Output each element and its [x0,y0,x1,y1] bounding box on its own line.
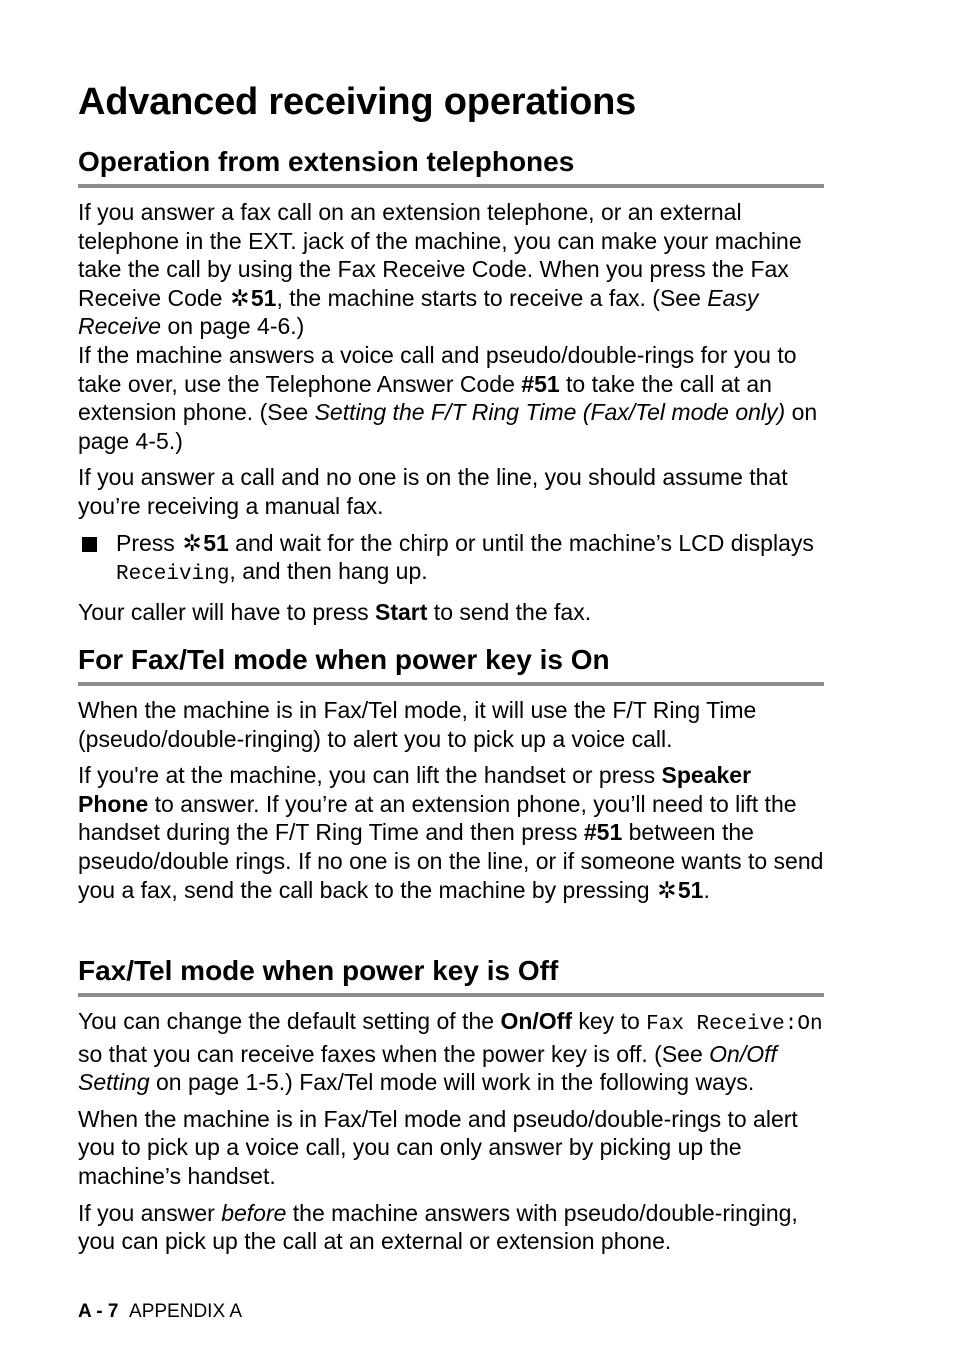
fax-receive-code: 51 [250,284,277,311]
section-heading: Fax/Tel mode when power key is Off [78,953,824,997]
speaker-phone-key: Speaker Phone [78,762,752,817]
start-key: Start [375,598,428,625]
lcd-message: Fax Receive:On [646,1013,823,1036]
paragraph: Your caller will have to press Start to send the fax. [78,598,592,625]
page-footer [78,1300,242,1324]
paragraph: If you answer a call and no one is on the line, you should assume that you’re receiving a manual fax. [78,464,788,519]
cross-reference: Easy Receive [78,284,759,340]
fax-receive-code: 51 [677,876,704,903]
paragraph: If you're at the machine, you can lift the handset or press Speaker Phone to answer. If you’re at an extension phone, you’ll need to lift the handset during the F/T Ring Time and then press #51 between the pseudo/double rings. If no one is on the line, or if someone wants to send you a fax, send the call back to the machine by pressing ✲51. [78,762,824,903]
bullet-item: Press ✲51 and wait for the chirp or until the machine’s LCD displays Receiving, and then hang up. [78,529,824,590]
star-key-icon: ✲ [657,876,677,903]
paragraph: If you answer a fax call on an extension telephone, or an external telephone in the EXT. jack of the machine, you can make your machine take the call by using the Fax Receive Code. When you press the Fax Receive Code ✲51, the machine starts to receive a fax. (See Easy Receive on page 4-6.) [78,199,802,340]
cross-reference: On/Off Setting [78,1040,777,1096]
paragraph: When the machine is in Fax/Tel mode and pseudo/double-rings to alert you to pick up a voice call, you can only answer by picking up the machine’s handset. [78,1105,798,1189]
paragraph: You can change the default setting of the On/Off key to Fax Receive:On so that you can receive faxes when the power key is off. (See On/Off Setting on page 1-5.) Fax/Tel mode will work in the following ways. [78,1008,823,1096]
telephone-answer-code: #51 [521,370,560,397]
footer-label: APPENDIX A [129,1301,243,1322]
section-heading: For Fax/Tel mode when power key is On [78,642,824,686]
page-number: A - 7 [78,1301,119,1322]
section-fax-tel-power-off [78,953,824,1264]
fax-receive-code: 51 [203,529,229,556]
cross-reference: Setting the F/T Ring Time (Fax/Tel mode only) [314,399,786,426]
paragraph: When the machine is in Fax/Tel mode, it will use the F/T Ring Time (pseudo/double-ringing) to alert you to pick up a voice call. [78,697,757,752]
square-bullet-icon [82,537,97,552]
paragraph: If the machine answers a voice call and pseudo/double-rings for you to take over, use the Telephone Answer Code #51 to take the call at an extension phone. (See Setting the F/T Ring Time (Fax/Tel mode only) on page 4-5.) [78,341,818,454]
telephone-answer-code: #51 [583,819,623,846]
on-off-key: On/Off [500,1008,572,1034]
lcd-message: Receiving [116,563,230,587]
section-extension-telephones [78,144,824,634]
page-title: Advanced receiving operations [78,81,637,123]
section-fax-tel-power-on [78,642,824,912]
emphasis: before [221,1199,287,1226]
paragraph: If you answer before the machine answers with pseudo/double-ringing, you can pick up the call at an external or extension phone. [78,1199,798,1255]
section-heading: Operation from extension telephones [78,144,824,188]
star-key-icon: ✲ [182,529,202,556]
star-key-icon: ✲ [230,284,250,311]
